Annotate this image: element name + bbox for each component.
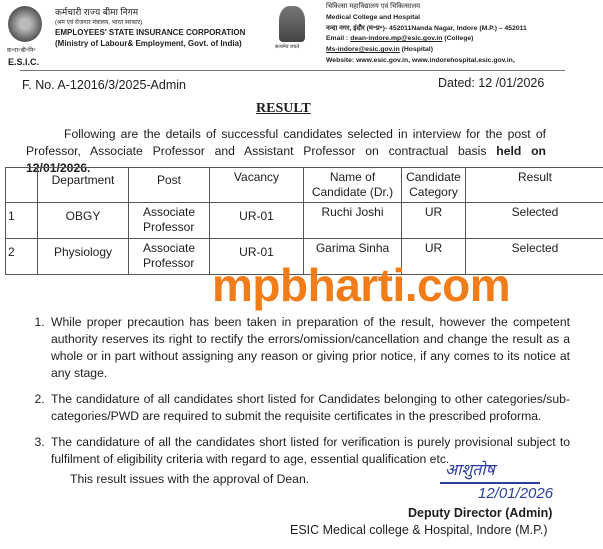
cell-result: Selected bbox=[466, 203, 603, 239]
cell-department: Physiology bbox=[38, 239, 129, 275]
file-number: F. No. A-12016/3/2025-Admin bbox=[22, 78, 186, 92]
cell-sno: 2 bbox=[6, 239, 38, 275]
cell-category: UR bbox=[402, 203, 466, 239]
college-name: Medical College and Hospital bbox=[326, 13, 421, 21]
institution-name: ESIC Medical college & Hospital, Indore (M.P.) bbox=[290, 523, 548, 537]
cell-category: UR bbox=[402, 239, 466, 275]
table-row bbox=[6, 203, 603, 239]
email-label: Email : bbox=[326, 35, 351, 43]
approval-text: This result issues with the approval of Dean. bbox=[70, 472, 310, 486]
col-header-name: Name of Candidate (Dr.) bbox=[304, 168, 402, 203]
cell-vacancy: UR-01 bbox=[210, 203, 304, 239]
ministry: (Ministry of Labour& Employment, Govt. of India) bbox=[55, 38, 242, 48]
website: Website: www.esic.gov.in, www.indorehospital.esic.gov.in, bbox=[326, 56, 515, 64]
note-item: 2. The candidature of all candidates short listed for Candidates belonging to other categories/sub-categories/PWD are required to submit the requisite certificates in the prescribed proforma. bbox=[48, 391, 570, 425]
signatory-title: Deputy Director (Admin) bbox=[408, 506, 553, 520]
email-hospital-link[interactable]: Ms-indore@esic.gov.in bbox=[326, 46, 400, 54]
emblem-caption: सत्यमेव जयते bbox=[275, 44, 300, 50]
signature-name: आशुतोष bbox=[445, 462, 495, 479]
cell-sno: 1 bbox=[6, 203, 38, 239]
page-title: RESULT bbox=[256, 101, 311, 116]
notes-list bbox=[26, 314, 570, 477]
table-header-row bbox=[6, 168, 603, 203]
note-item: 1. While proper precaution has been taken in preparation of the result, however the competent authority reserves its right to rectify the errors/omission/cancellation and change the result as a whole or in part without assigning any reason or giving prior notice, if any comes to its notice at any stage. bbox=[48, 314, 570, 382]
cell-post: Associate Professor bbox=[129, 239, 210, 275]
signature-date: 12/01/2026 bbox=[478, 485, 554, 502]
cell-post: Associate Professor bbox=[129, 203, 210, 239]
org-name: EMPLOYEES' STATE INSURANCE CORPORATION bbox=[55, 28, 246, 37]
date: Dated: 12 /01/2026 bbox=[438, 76, 545, 90]
col-header-department: Department bbox=[38, 168, 129, 203]
cell-vacancy: UR-01 bbox=[210, 239, 304, 275]
logo-caption: E.S.I.C. bbox=[8, 57, 40, 67]
cell-department: OBGY bbox=[38, 203, 129, 239]
col-header-sno bbox=[6, 168, 38, 203]
ministry-hindi: (श्रम एवं रोजगार मंत्रालय, भारत सरकार) bbox=[55, 19, 143, 26]
col-header-category: Candidate Category bbox=[402, 168, 466, 203]
national-emblem bbox=[279, 6, 305, 42]
header-divider bbox=[20, 70, 565, 71]
logo-caption-hindi: क॰रा॰बी॰नि॰ bbox=[7, 48, 36, 54]
col-header-result: Result bbox=[466, 168, 603, 203]
watermark: mpbharti.com bbox=[212, 259, 511, 311]
email-college-link[interactable]: dean-indore.mp@esic.gov.in bbox=[350, 35, 443, 43]
cell-name: Garima Sinha bbox=[304, 239, 402, 275]
col-header-vacancy: Vacancy bbox=[210, 168, 304, 203]
col-header-post: Post bbox=[129, 168, 210, 203]
college-hindi: चिकित्सा महाविद्यालय एवं चिकित्सालय bbox=[326, 3, 421, 10]
signature-stroke bbox=[440, 482, 540, 484]
intro-text: Following are the details of successful candidates selected in interview for the post of Professor, Associate Professor and Assistant Professor on contractual basis bbox=[26, 127, 546, 158]
cell-name: Ruchi Joshi bbox=[304, 203, 402, 239]
email-hospital-note: (Hospital) bbox=[399, 46, 433, 54]
note-item: 3. The candidature of all the candidates short listed for verification is purely provisional subject to fulfilment of eligibility criteria with regard to age, essential qualification etc. bbox=[48, 434, 570, 468]
email-college-note: (College) bbox=[442, 35, 474, 43]
esic-logo bbox=[8, 6, 42, 42]
org-hindi: कर्मचारी राज्य बीमा निगम bbox=[55, 7, 139, 17]
intro-date: held on 12/01/2026. bbox=[26, 144, 546, 175]
cell-result: Selected bbox=[466, 239, 603, 275]
address: नन्दा नगर, इंदौर (म॰प्र॰)- 452011Nanda Nagar, Indore (M.P.) – 452011 bbox=[326, 24, 527, 32]
